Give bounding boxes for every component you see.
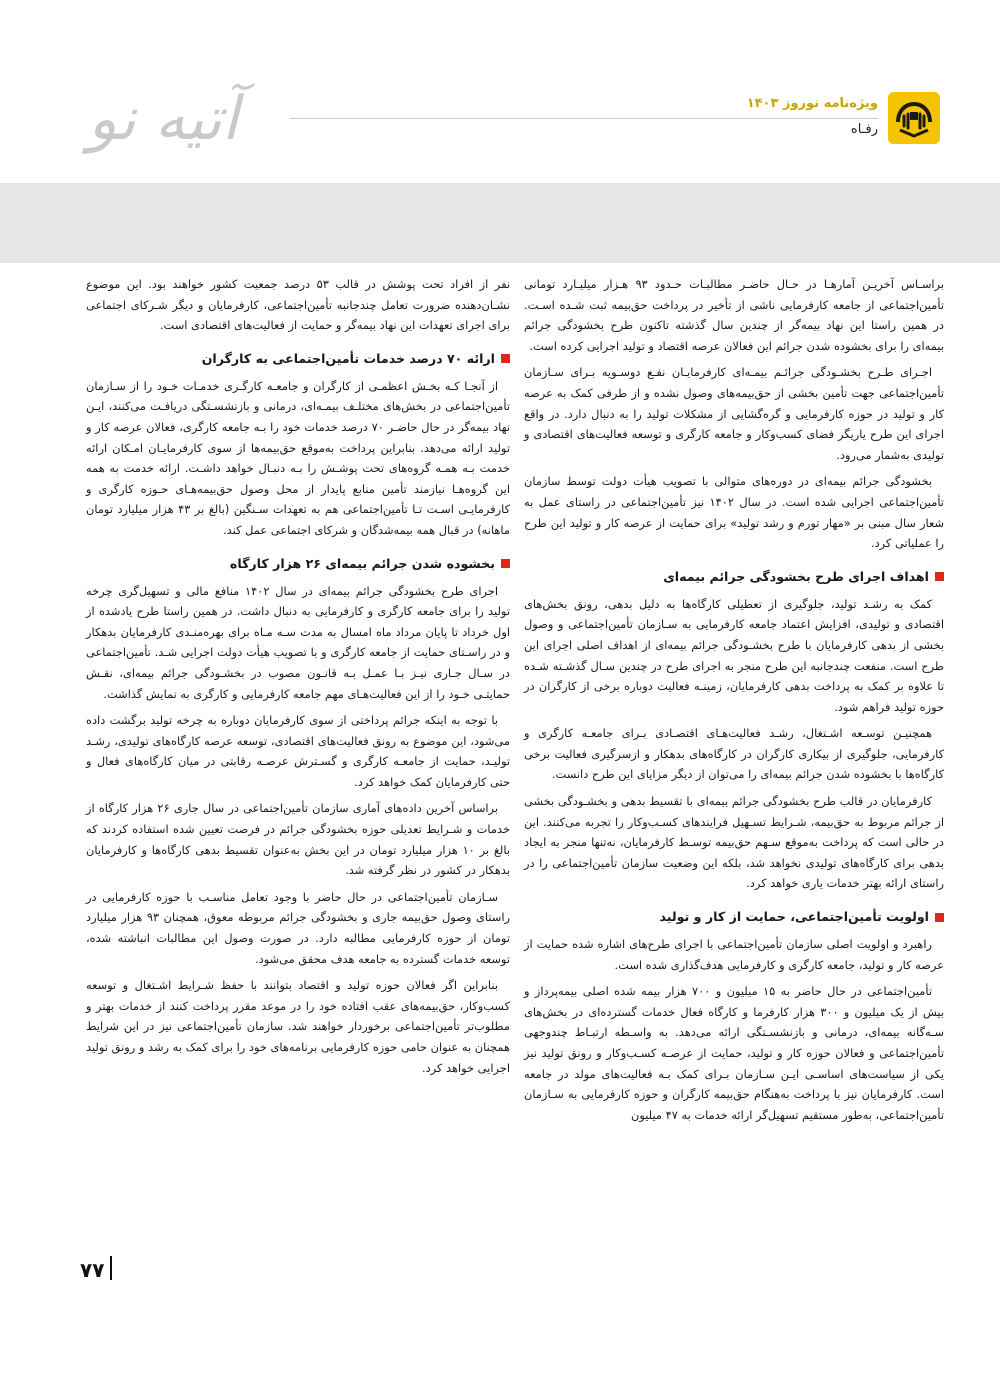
article-column-right: [524, 274, 944, 1131]
paragraph: اجـرای طـرح بخشـودگی جرائـم بیمـه‌ای کارفرمایـان نفـع دوسـویه بـرای سـازمان تأمین‌اجتماعی جهت تأمین بخشی از حق‌بیمه‌های وصول نشده و از طرفی کمک به عرصه کار و تولید در حوزه کارفرمایی و گره‌گشایی از مشکلات تولید را به دنبال دارد. در واقع اجرای این طرح یاریگر فضای کسب‌وکار و جامعه کارگری و توسعه فعالیت‌های اقتصادی و تولیدی به‌شمار می‌رود.: [524, 365, 944, 462]
paragraph: از آنجـا کـه بخـش اعظمـی از کارگران و جامعـه کارگـری خدمـات خـود را از سـازمان تأمین‌اجتماعی در بخش‌های مختلـف بیمـه‌ای، درمانی و بازنشسـتگی دریافـت می‌کنند، ایـن نهاد بیمه‌گر در حال حاضـر ۷۰ درصد خدمات خود را بـه جامعه کارگری، فعالان عرصه کار و تولید ارائه می‌دهد. بنابراین پرداخت به‌موقع حق‌بیمه‌ها از سوی کارفرمایـان امـکان ارائه خدمت بـه همـه گروه‌های تحت پوشـش را بـه دنبـال خواهد داشـت. ارائه خدمت به همه این گروه‌هـا نیازمند تأمین منابع پایدار از محل وصول حق‌بیمه‌هـای حـوزه کارگری و کارفرمایـی اسـت تـا تأمین‌اجتماعی هم به تعهدات سـنگین (بالغ بر ۴۳ هزار میلیارد تومان ماهانه) در قبال همه بیمه‌شدگان و شرکای اجتماعی عمل کند.: [86, 378, 511, 537]
section-heading-text: اهداف اجرای طرح بخشودگی جرائم بیمه‌ای: [663, 568, 929, 584]
paragraph: بنابراین اگر فعالان حوزه تولید و اقتصاد بتوانند با حفظ شـرایط اشـتغال و توسعه کسب‌وکار، حق‌بیمه‌های عقب افتاده خود را در موعد مقرر پرداخت کنند از خدمات بهتر و مطلوب‌تر تأمین‌اجتماعی برخوردار خواهند شد. سازمان تأمین‌اجتماعی نیز در این شرایط همچنان به عنوان حامی حوزه کارفرمایی برنامه‌های خود را برای کمک به رشد و رونق تولید اجرایی خواهد کرد.: [86, 978, 510, 1075]
heading-bullet-icon: [501, 559, 510, 568]
page-top-margin: [0, 0, 1000, 72]
section-heading: [86, 350, 510, 368]
paragraph: براسـاس آخریـن آمارهـا در حـال حاضـر مطالبـات حـدود ۹۳ هـزار میلیـارد تومانی تأمین‌اجتماعی از جامعه کارفرمایی ناشی از تأخیر در پرداخت حق‌بیمه ثبت شـده اسـت. در همین راستا این نهاد بیمه‌گر از چندین سال گذشته تاکنون طرح بخشودگی جرائم بیمه‌ای را برای بخشوده شدن جرائم این فعالان عرصه اقتصاد و تولید اجرایی کرده است.: [524, 277, 944, 353]
paragraph: اجرای طرح بخشودگی جرائم بیمه‌ای در سال ۱۴۰۲ منافع مالی و تسهیل‌گری چرخه تولید را برای جامعه کارگری و کارفرمایی به دنبال داشت. در همین راستا طرح یادشده از اول خرداد تا پایان مرداد ماه امسال به مدت سـه مـاه برای بهره‌منـدی کارفرمایان بدهکار و در راسـتای حمایت از جامعه کارگری و با تصویب هیأت دولت اجرایی شـد. تأمین‌اجتماعی در سـال جـاری نیـز بـا عمـل بـه قانـون مصوب در بخشـودگی جرائم بیمه‌ای، نقـش حمایتـی خـود را از این فعالیت‌هـای مهم جامعه کارفرمایی و کارگری به نمایش گذاشت.: [86, 583, 510, 701]
issue-label: ویژه‌نامه نوروز ۱۴۰۳: [746, 96, 878, 111]
section-heading: [524, 568, 944, 586]
article-column-left: [86, 274, 510, 1084]
social-security-logo-icon: [888, 92, 940, 144]
heading-bullet-icon: [935, 572, 944, 581]
section-heading-text: ارائه ۷۰ درصد خدمات تأمین‌اجتماعی به کارگران: [201, 350, 495, 366]
paragraph: با توجه به اینکه جرائم پرداختی از سوی کارفرمایان دوباره به چرخه تولید برگشت داده می‌شود، این موضوع به رونق فعالیت‌های اقتصادی، توسعه عرصه کارگاه‌های تولیدی، رشـد تولیـد، حمایت از جامعـه کارگری و گسـترش عرصـه رقابتی در میان کارگاه‌های فعال و حتی کارفرمایان کمک خواهد کرد.: [86, 713, 510, 789]
paragraph: نفر از افراد تحت پوشش در قالب ۵۳ درصد جمعیت کشور خواهند بود. این موضوع نشـان‌دهنده ضرورت تعامل چندجانبه تأمین‌اجتماعی، کارفرمایان و دیگر شـرکای اجتماعی برای اجرای تعهدات این نهاد بیمه‌گر و حمایت از فعالیت‌های اقتصادی است.: [86, 277, 510, 333]
title-band: [0, 183, 1000, 263]
section-label: رفـاه: [850, 122, 878, 137]
paragraph: براساس آخرین داده‌های آماری سازمان تأمین‌اجتماعی در سال جاری ۲۶ هزار کارگاه از خدمات و شـرایط تعدیلی حوزه بخشودگی جرائم در فرصت تعیین شده استفاده کردند که بالغ بر ۱۰ هزار میلیارد تومان در این بخش به‌عنوان تقسیط بدهی کارگاه‌ها و کارفرمایان بدهکار در کشور در نظر گرفته شد.: [86, 801, 510, 878]
paragraph: سـازمان تأمین‌اجتماعی در حال حاضر با وجود تعامل مناسـب با حوزه کارفرمایی در راستای وصول حق‌بیمه جاری و بخشودگی جرائم مربوطه معوق، همچنان ۹۳ هزار میلیارد تومان از حوزه کارفرمایی مطالبه دارد. در صورت وصول این مطالبات انباشته شده، توسعه خدمات گسترده به جامعه هدف محقق می‌شود.: [86, 889, 510, 966]
paragraph: بخشودگی جرائم بیمه‌ای در دوره‌های متوالی با تصویب هیأت‌ دولت توسط سازمان تأمین‌اجتماعی اجرایی شده است. در سال ۱۴۰۲ نیز تأمین‌اجتماعی در راستای عمل به شعار سال مبنی بر «مهار تورم و رشد تولید» برای حمایت از عرصه کار و تولید این طرح را عملیاتی کرد.: [524, 474, 944, 551]
header-rule: [290, 118, 878, 119]
heading-bullet-icon: [501, 354, 510, 363]
section-heading-text: بخشوده شدن جرائم بیمه‌ای ۲۶ هزار کارگاه: [229, 555, 495, 571]
section-heading: [86, 555, 510, 573]
heading-bullet-icon: [935, 913, 944, 922]
section-heading-text: اولویت تأمین‌اجتماعی، حمایت از کار و تولید: [659, 909, 929, 925]
masthead-logo: آتیه نو: [88, 84, 239, 154]
paragraph: تأمین‌اجتماعی در حال حاضر به ۱۵ میلیون و ۷۰۰ هزار بیمه شده اصلی بیمه‌پرداز و بیش از یک میلیون و ۳۰۰ هزار کارفرما و کارگاه فعال خدمات گسترده‌ای در بخش‌های سـه‌گانه بیمه‌ای، درمانی و بازنشسـتگی ارائه می‌دهد. به واسـطه ارتبـاط چندوجهی تأمین‌اجتماعی و فعالان حوزه کار و تولید، حمایت از عرصـه کسـب‌وکار و رونق تولید نیز یکی از سیاست‌های اساسـی ایـن سـازمان بـرای کمک بـه فعالیت‌های مولد در جامعه است. کارفرمایان نیز با پرداخت به‌هنگام حق‌بیمه کارگران و حوزه کارفرمایی به سـازمان تأمین‌اجتماعی، به‌طور مستقیم تسهیل‌گر ارائه خدمات به ۴۷ میلیون: [524, 984, 944, 1122]
page-number: ۷۷: [80, 1258, 105, 1282]
hands-emblem-icon: [888, 92, 940, 144]
section-heading: [524, 908, 944, 926]
page-number-divider: [110, 1256, 112, 1280]
paragraph: کارفرمایان در قالب طرح بخشودگی جرائم بیمه‌ای با تقسیط بدهی و بخشـودگی بخشی از جرائم مربوط به حق‌بیمه، شـرایط تسـهیل فرایندهای کسـب‌وکار را تجربه می‌کنند. این در حالی است که پرداخت به‌موقع سـهم حق‌بیمه توسـط کارفرمایان، نه‌تنها منجر به ایجاد بدهی برای کارگاه‌های تولیدی نخواهد شد، بلکه این وضعیت سازمان تأمین‌اجتماعی را در راستای ارائه بهتر خدمات یاری خواهد کرد.: [524, 794, 944, 891]
paragraph: راهبرد و اولویت اصلی سازمان تأمین‌اجتماعی با اجرای طرح‌های اشاره شده حمایت از عرصه کار و تولید، جامعه کارگری و کارفرمایی هدف‌گذاری شده است.: [524, 937, 944, 972]
paragraph: کمک به رشـد تولید، جلوگیری از تعطیلی کارگاه‌ها به دلیل بدهی، رونق بخش‌های اقتصادی و تولیدی، افزایش اعتماد جامعه کارفرمایی به سـازمان تأمین‌اجتماعی و وصول بخشی از بدهی کارفرمایان با طرح بخشـودگی جرائم بیمه‌ای از اهداف اصلی اجرای این طرح است. منفعت چندجانبه این طرح منجر به اجرای طرح در چندین سـال گذشـته شـده تا علاوه بر کمک به پرداخت بدهی کارفرمایان، زمینـه فعالیت دوباره برخی از کارگران در حوزه تولید فراهم شود.: [524, 596, 944, 714]
paragraph: همچنیـن توسـعه اشـتغال، رشـد فعالیت‌هـای اقتصـادی بـرای جامعـه کارگری و کارفرمایی، جلوگیری از بیکاری کارگران در کارگاه‌های بدهکار و ازسرگیری فعالیت برخی کارگاه‌ها با بخشوده شدن جرائم بیمه‌ای را می‌توان از دیگر مزایای این طرح دانست.: [524, 726, 944, 782]
